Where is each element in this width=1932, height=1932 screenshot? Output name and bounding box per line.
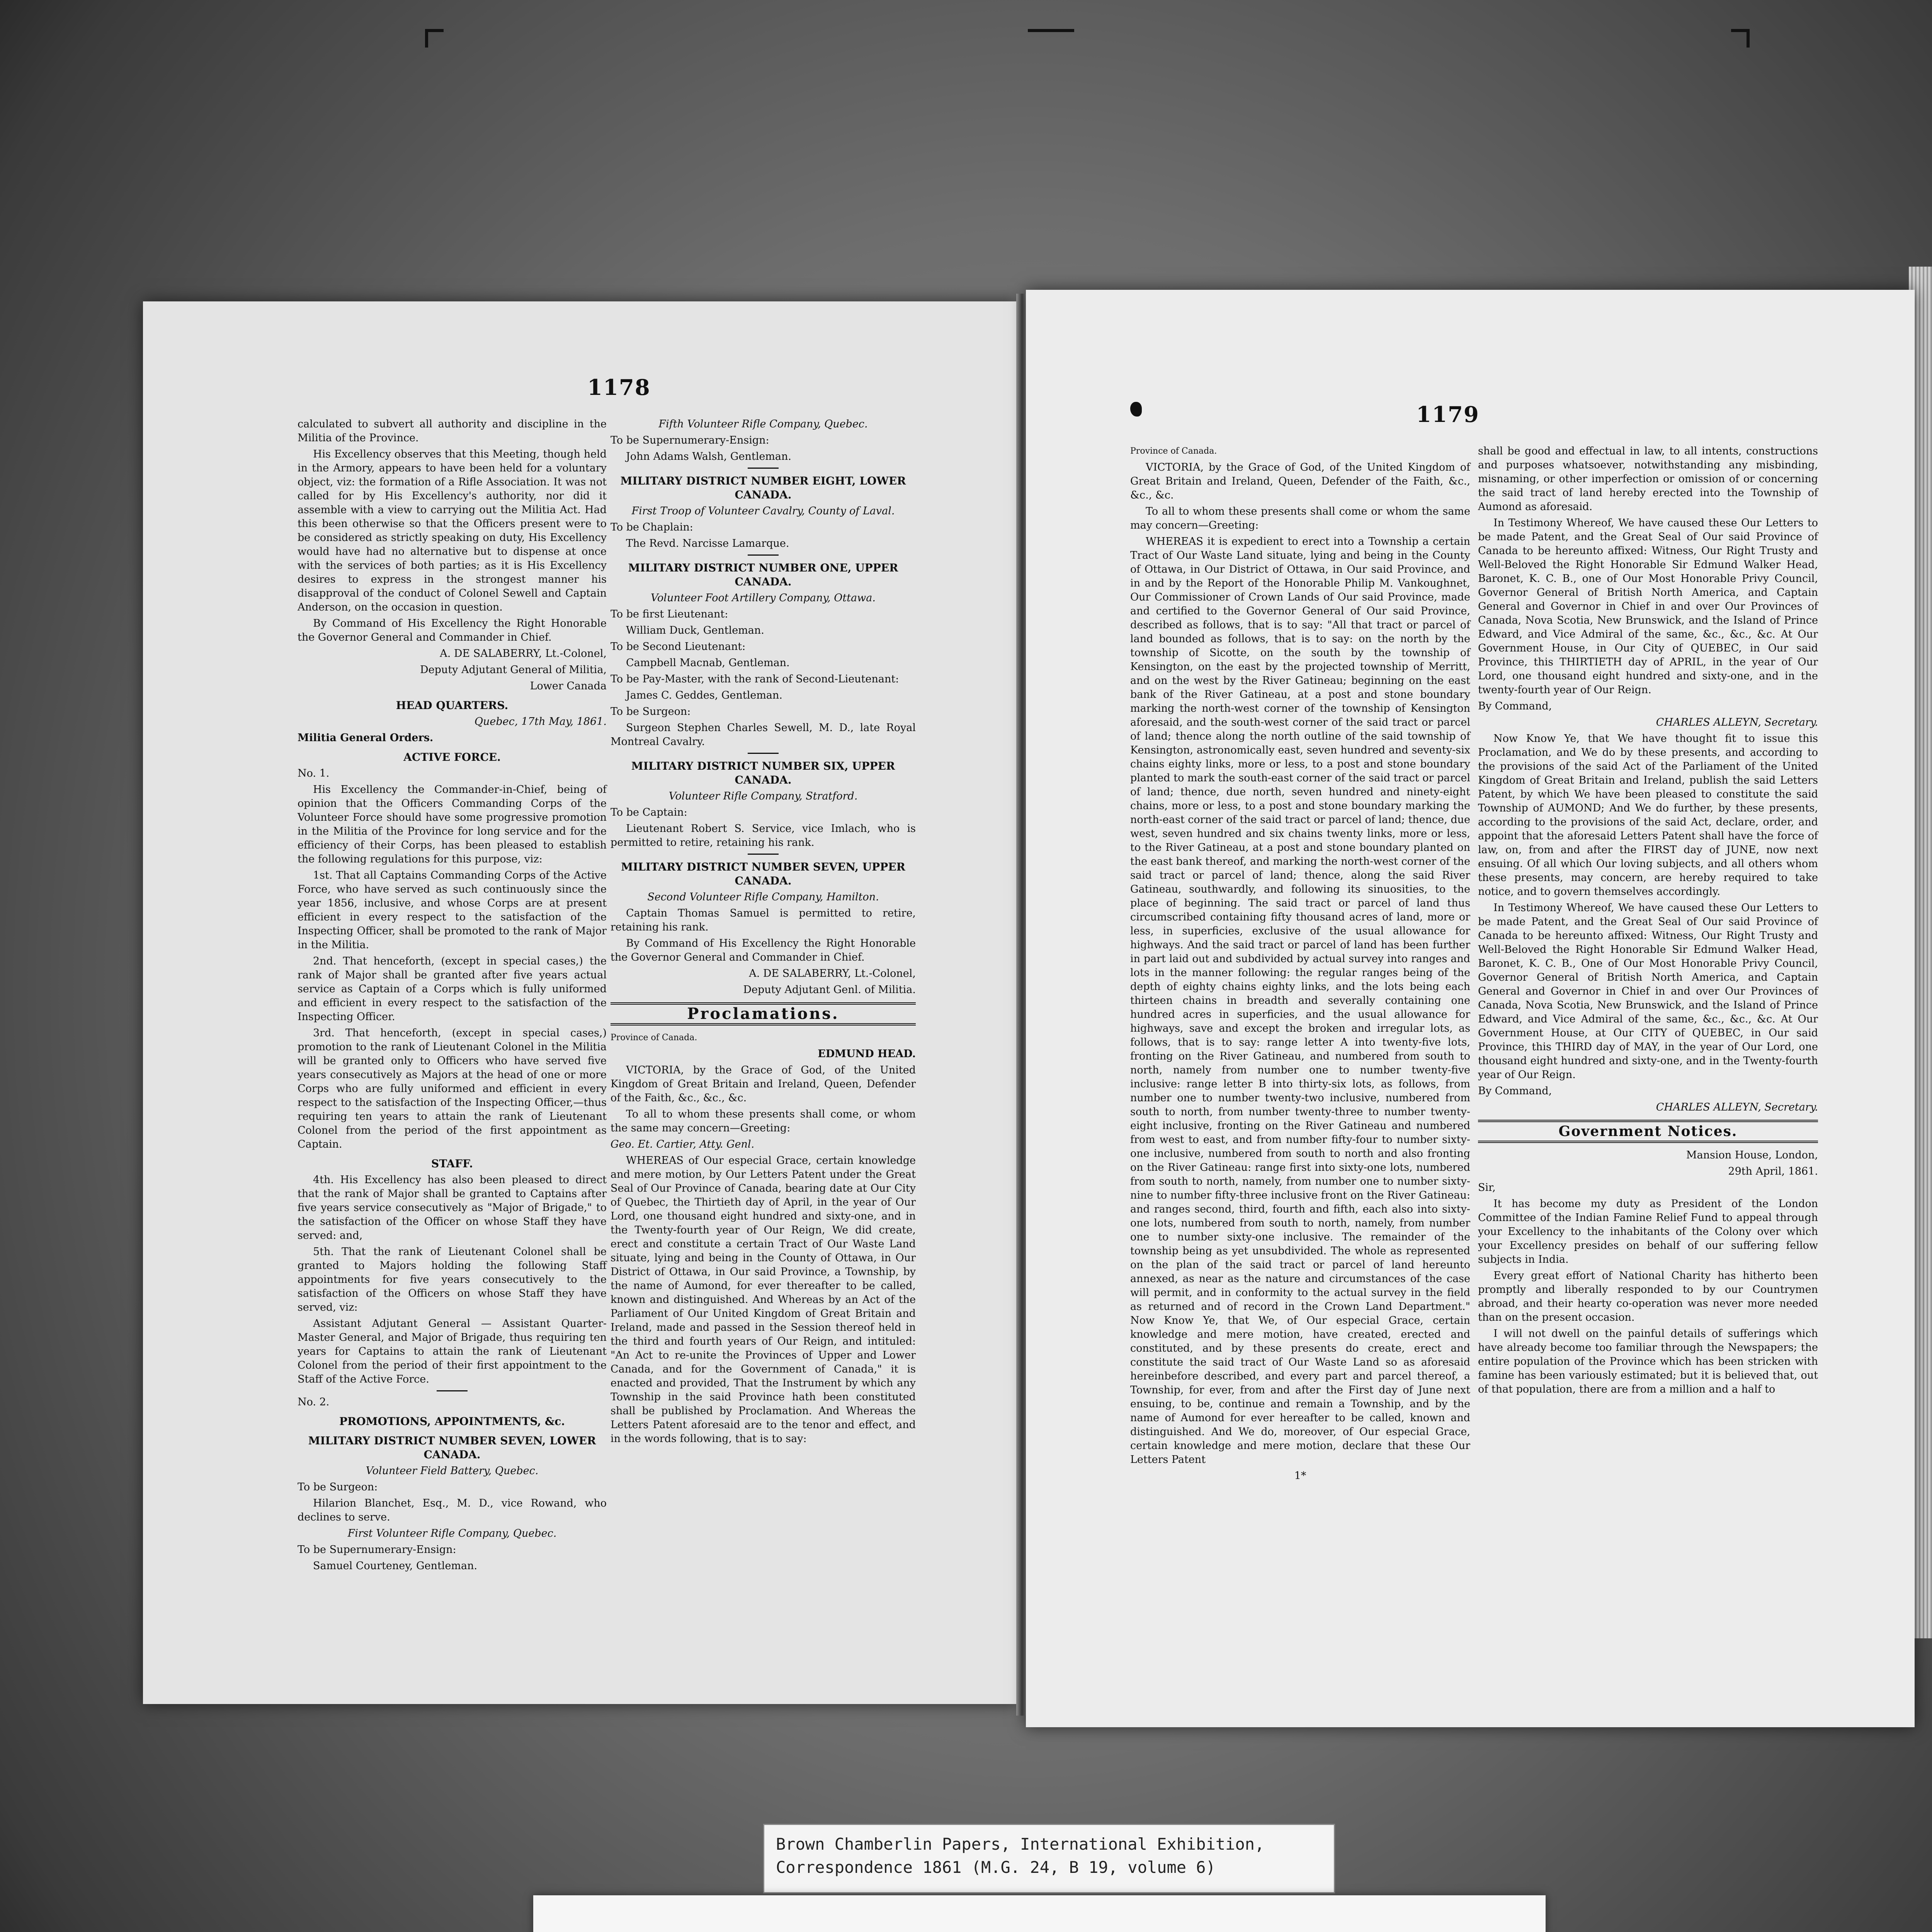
province-label: Province of Canada. xyxy=(1130,446,1217,456)
text-block: 5th. That the rank of Lieutenant Colonel shall be granted to Majors holding the following Staff appointments for five years consecutively to the satisfaction of the Officers on whose Staff they have served, viz: xyxy=(298,1246,607,1313)
text-block: James C. Geddes, Gentleman. xyxy=(626,689,782,701)
text-block: WHEREAS of Our especial Grace, certain knowledge and mere motion, by Our Letters Patent under the Great Seal of Our Province of Canada, bearing date at Our City of Quebec, the Thirtieth day of April, in the year of Our Lord, one thousand eight hundred and sixty-one, and in the Twenty-fourth year of Our Reign, We did create, erect and constitute a certain Tract of Our Waste Land situate, lying and being in the County of Ottawa, in Our District of Ottawa, in Our said Province, a Township, by the name of Aumond, for ever thereafter to be called, known and distinguished. And Whereas by an Act of the Parliament of Our United Kingdom of Great Britain and Ireland, made and passed in the Session thereof held in the third and fourth years of Our Reign, and intituled: "An Act to re-unite the Provinces of Upper and Lower Canada, and for the Government of Canada," it is enacted and provided, That the Instrument by which any Township in the said Province hath been constituted shall be published by Proclamation. And Whereas the Letters Patent aforesaid are to the tenor and effect, and in the words following, that is to say: xyxy=(611,1155,916,1445)
text-block: In Testimony Whereof, We have caused these Our Letters to be made Patent, and the Great Seal of Our said Province of Canada to be hereunto affixed: Witness, Our Right Trusty and Well-Beloved the Right Honorable Sir Edmund Walker Head, Baronet, K. C. B., one of Our Most Honorable Privy Council, Governor General of British North America, and Captain General and Governor in Chief in and over Our Provinces of Canada, Nova Scotia, New Brunswick, and the Island of Prince Edward, and Vice Admiral of the same, &c., &c., &c. At Our Government House, in Our City of QUEBEC, in Our said Province, this THIRTIETH day of APRIL, in the year of Our Lord, one thousand eight hundred and sixty-one, and in the twenty-fourth year of Our Reign. xyxy=(1478,517,1818,696)
text-block: I will not dwell on the painful details of sufferings which have already become too familiar through the Newspapers; the entire population of the Province which has been stricken with famine has been variously estimated; but it is believed that, out of that population, there are from a million and a half to xyxy=(1478,1328,1818,1395)
text-block: By Command of His Excellency the Right Honorable the Governor General and Commander in Chief. xyxy=(298,617,607,643)
text-block: It has become my duty as President of the London Committee of the Indian Famine Relief Fund to appeal through your Excellency to the inhabitants of the Colony over which your Excellency presides on behalf of our suffering fellow subjects in India. xyxy=(1478,1198,1818,1265)
signature-name: A. DE SALABERRY, Lt.-Colonel, xyxy=(749,968,916,980)
text-block: 3rd. That henceforth, (except in special cases,) promotion to the rank of Lieutenant Colonel in the Militia will be granted only to Officers who have served five years consecutively as Majors at the head of one or more Corps who are fully uniformed and efficient in every respect to the satisfaction of the Inspecting Officer,—thus requiring ten years to attain the rank of Lieutenant Colonel from the period of the first appointment as Captain. xyxy=(298,1027,607,1150)
divider xyxy=(748,753,779,754)
text-block: To be Chaplain: xyxy=(611,521,693,533)
unit-name: Fifth Volunteer Rifle Company, Quebec. xyxy=(658,418,868,430)
government-notices-heading: Government Notices. xyxy=(1478,1120,1818,1143)
text-block: To be Surgeon: xyxy=(298,1481,378,1493)
crop-mark-top-center xyxy=(1028,29,1074,32)
text-block: Hilarion Blanchet, Esq., M. D., vice Rowand, who declines to serve. xyxy=(298,1497,607,1523)
text-block: WHEREAS it is expedient to erect into a Township a certain Tract of Our Waste Land situate, lying and being in the County of Ottawa, in Our District of Ottawa, in Our said Province, and in and by the Report of the Honorable Philip M. Vankoughnet, Our Commissioner of Crown Lands of Our said Province, made and certified to the Governor General of Our said Province, described as follows, that is to say: "All that tract or parcel of land bounded as follows, that is to say: on the north by the township of Sicotte, on the south by the township of Kensington, on the east by the projected township of Merritt, and on the west by the River Gatineau; beginning on the east bank of the River Gatineau, at a post and stone boundary marking the north-west corner of the township of Kensington aforesaid, and the south-west corner of the said tract or parcel of land; thence along the north outline of the said township of Kensington, astronomically east, seven hundred and seventy-six chains eighty links, more or less, to a post and stone boundary planted to mark the south-east corner of the said tract or parcel of land; thence, due north, seven hundred and ninety-eight chains, more or less, to a post and stone boundary marking the north-east corner of the said tract or parcel of land; thence, due west, seven hundred and six chains twenty links, more or less, to the River Gatineau, at a post and stone boundary planted on the east bank thereof, and marking the north-west corner of the said tract or parcel of land; thence, along the said River Gatineau, southwardly, and following its sinuosities, to the place of beginning. The said tract or parcel of land thus circumscribed containing fifty thousand acres of land, more or less, in superficies, exclusive of the usual allowance for highways. And the said tract or parcel of land has been further in part laid out and subdivided by actual survey into ranges and lots in the manner following: the regular ranges being of the depth of eighty chains eighty links, and the lots being each thirteen chains in breadth and severally containing one hundred acres in superficies, and the usual allowance for highways, save and except the broken and irregular lots, as follows, that is to say: range letter A into twenty-five lots, fronting on the River Gatineau, and numbered from south to north, namely from number one to number twenty-five inclusive: range letter B into thirty-six lots, as follows, from number one to number twenty-two inclusive, numbered from south to north, from number twenty-three to number twenty-eight inclusive, fronting on the River Gatineau and numbered from west to east, and from number fifty-four to number sixty-one inclusive, numbered from south to north and also fronting on the River Gatineau: range first into sixty-one lots, numbered from south to north, namely, from number one to number sixty-nine to number fifty-three inclusive front on the River Gatineau: and ranges second, third, fourth and fifth, each also into sixty-one lots, numbered from south to north, namely, from number one to number sixty-one inclusive. The remainder of the township being as yet unsubdivided. The whole as represented on the plan of the said tract or parcel of land hereunto annexed, as near as the nature and circumstances of the case will permit, and in conformity to the actual survey in the field as returned and of record in the Crown Land Department." Now Know Ye, that We, of Our especial Grace, certain knowledge and mere motion, have created, erected and constituted, and by these presents do create, erect and constitute the said tract of Our Waste Land so as aforesaid hereinbefore described, and every part and parcel thereof, a Township, for ever, from and after the First day of June next ensuing, to be, continue and remain a Township, and by the name of Aumond for ever hereafter to be called, known and distinguished. And We do, moreover, of Our especial Grace, certain knowledge and mere motion, declare that these Our Letters Patent xyxy=(1130,536,1470,1466)
signature-name: CHARLES ALLEYN, Secretary. xyxy=(1656,1101,1818,1113)
archive-reference-label xyxy=(763,1824,1335,1893)
proclamations-heading: Proclamations. xyxy=(611,1002,916,1026)
text-block: Geo. Et. Cartier, Atty. Genl. xyxy=(611,1138,755,1150)
right-column-2 xyxy=(1478,444,1818,1399)
text-block: Surgeon Stephen Charles Sewell, M. D., late Royal Montreal Cavalry. xyxy=(611,722,916,748)
text-block: Samuel Courteney, Gentleman. xyxy=(313,1560,478,1572)
dateline: 29th April, 1861. xyxy=(1728,1165,1818,1177)
text-block: By Command, xyxy=(1478,1085,1552,1097)
order-number: No. 2. xyxy=(298,1396,330,1408)
section-heading: MILITARY DISTRICT NUMBER ONE, UPPER CANADA. xyxy=(628,561,898,588)
right-column-1 xyxy=(1130,444,1470,1485)
page-footer: 1* xyxy=(1294,1470,1306,1482)
text-block: The Revd. Narcisse Lamarque. xyxy=(626,537,789,549)
text-block: To be Second Lieutenant: xyxy=(611,641,746,653)
text-block: Sir, xyxy=(1478,1182,1496,1194)
text-block: shall be good and effectual in law, to all intents, constructions and purposes whatsoever, notwithstanding any misbinding, misnaming, or other imperfection or omission of or concerning the said tract of land hereby erected into the Township of Aumond as aforesaid. xyxy=(1478,445,1818,513)
left-page xyxy=(143,301,1018,1704)
text-block: 4th. His Excellency has also been pleased to direct that the rank of Major shall be granted to Captains after five years service consecutively as "Major of Brigade," to the satisfaction of the Officer on whose Staff they have served: and, xyxy=(298,1174,607,1242)
text-block: In Testimony Whereof, We have caused these Our Letters to be made Patent, and the Great Seal of Our said Province of Canada to be hereunto affixed: Witness, Our Right Trusty and Well-Beloved the Right Honorable Sir Edmund Walker Head, Baronet, K. C. B., One of Our Most Honorable Privy Council, Governor General of British North America, and Captain General and Governor in Chief in and over Our Provinces of Canada, Nova Scotia, New Brunswick, and the Island of Prince Edward, and Vice Admiral of the same, &c., &c., &c. At Our Government House, at Our CITY of QUEBEC, in Our said Province, this THIRD day of MAY, in the year of Our Lord, one thousand eight hundred and sixty-one, and in the Twenty-fourth year of Our Reign. xyxy=(1478,902,1818,1081)
text-block: By Command of His Excellency the Right Honorable the Governor General and Commander in Chief. xyxy=(611,937,916,963)
province-label: Province of Canada. xyxy=(611,1033,697,1043)
text-block: Campbell Macnab, Gentleman. xyxy=(626,657,790,669)
section-heading: ACTIVE FORCE. xyxy=(403,751,501,764)
section-heading: HEAD QUARTERS. xyxy=(396,699,509,712)
unit-name: Volunteer Rifle Company, Stratford. xyxy=(668,790,858,802)
archive-label-line: Brown Chamberlin Papers, International Exhibition, xyxy=(776,1835,1265,1854)
text-block: To all to whom these presents shall come or whom the same may concern—Greeting: xyxy=(1130,505,1470,531)
unit-name: Volunteer Foot Artillery Company, Ottawa. xyxy=(651,592,876,604)
text-block: Lieutenant Robert S. Service, vice Imlach, who is permitted to retire, retaining his rank. xyxy=(611,823,916,849)
signature-title: Deputy Adjutant General of Militia, xyxy=(420,664,607,676)
divider xyxy=(748,468,779,469)
text-block: To be Supernumerary-Ensign: xyxy=(298,1544,456,1556)
archive-label-line: Correspondence 1861 (M.G. 24, B 19, volume 6) xyxy=(776,1858,1216,1877)
left-column-1 xyxy=(298,417,607,1575)
text-block: Captain Thomas Samuel is permitted to retire, retaining his rank. xyxy=(611,907,916,933)
section-heading: MILITARY DISTRICT NUMBER SEVEN, UPPER CANADA. xyxy=(621,861,905,887)
unit-name: Volunteer Field Battery, Quebec. xyxy=(366,1465,539,1477)
text-block: Now Know Ye, that We have thought fit to issue this Proclamation, and We do by these presents, and according to the provisions of the said Act of the Parliament of the United Kingdom of Great Britain and Ireland, publish the said Letters Patent, by which We have been pleased to constitute the said Township of AUMOND; And We do further, by these presents, according to the provisions of the said Act, declare, order, and appoint that the aforesaid Letters Patent shall have the force of law, on, from and after the FIRST day of JUNE, now next ensuing. Of all which Our loving subjects, and all others whom these presents, may concern, are hereby required to take notice, and to govern themselves accordingly. xyxy=(1478,733,1818,898)
text-block: To be Captain: xyxy=(611,806,687,818)
unit-name: First Troop of Volunteer Cavalry, County of Laval. xyxy=(631,505,895,517)
text-block: 2nd. That henceforth, (except in special cases,) the rank of Major shall be granted after five years actual service as Captain of a Corps which is fully uniformed and efficient in every respect to the satisfaction of the Inspecting Officer. xyxy=(298,955,607,1023)
right-page-number: 1179 xyxy=(1416,402,1480,427)
unit-name: First Volunteer Rifle Company, Quebec. xyxy=(347,1527,557,1539)
text-block: Every great effort of National Charity has hitherto been promptly and liberally responded to by our Countrymen abroad, and their hearty co-operation was never more needed than on the present occasion. xyxy=(1478,1270,1818,1323)
text-block: To all to whom these presents shall come, or whom the same may concern—Greeting: xyxy=(611,1108,916,1134)
ink-blot xyxy=(1130,402,1142,417)
text-block: VICTORIA, by the Grace of God, of the United Kingdom of Great Britain and Ireland, Queen, Defender of the Faith, &c., &c., &c. xyxy=(1130,461,1470,501)
dateline: Quebec, 17th May, 1861. xyxy=(474,716,607,728)
section-heading: MILITARY DISTRICT NUMBER EIGHT, LOWER CANADA. xyxy=(620,474,906,501)
order-number: No. 1. xyxy=(298,767,330,779)
text-block: John Adams Walsh, Gentleman. xyxy=(626,451,791,463)
right-page xyxy=(1026,290,1915,1727)
text-block: His Excellency observes that this Meeting, though held in the Armory, appears to have been held for a voluntary object, viz: the formation of a Rifle Association. It was not called for by His Excellency's authority, nor did it assemble with a view to carrying out the Militia Act. Had this been otherwise so that the Officers present were to be considered as strictly speaking on duty, His Excellency would have had no alternative but to dispense at once with the services of both parties; as it is His Excellency desires to express in the strongest manner his disapproval of the conduct of Colonel Sewell and Captain Anderson, on the occasion in question. xyxy=(298,448,607,613)
archive-stamp xyxy=(533,1895,1546,1932)
text-block: His Excellency the Commander-in-Chief, being of opinion that the Officers Commanding Corps of the Volunteer Force should have some progressive promotion in the Militia of the Province for long service and for the efficiency of their Corps, has been pleased to establish the following regulations for this purpose, viz: xyxy=(298,784,607,865)
signature-title: Deputy Adjutant Genl. of Militia. xyxy=(743,984,916,996)
section-heading: PROMOTIONS, APPOINTMENTS, &c. xyxy=(339,1415,565,1428)
left-page-number: 1178 xyxy=(587,375,651,400)
section-heading: MILITARY DISTRICT NUMBER SIX, UPPER CANADA. xyxy=(631,760,895,786)
text-block: VICTORIA, by the Grace of God, of the United Kingdom of Great Britain and Ireland, Queen, Defender of the Faith, &c., &c., &c. xyxy=(611,1064,916,1104)
crop-mark-top-left xyxy=(425,29,444,48)
left-column-2 xyxy=(611,417,916,1448)
text-block: To be first Lieutenant: xyxy=(611,608,728,620)
divider xyxy=(437,1390,468,1391)
text-block: By Command, xyxy=(1478,700,1552,712)
signature-name: CHARLES ALLEYN, Secretary. xyxy=(1656,716,1818,728)
text-block: To be Supernumerary-Ensign: xyxy=(611,434,769,446)
text-block: 1st. That all Captains Commanding Corps of the Active Force, who have served as such continuously since the year 1856, inclusive, and whose Corps are at present efficient in every respect to the satisfaction of the Inspecting Officer, shall be promoted to the rank of Major in the Militia. xyxy=(298,869,607,951)
signature-title: Lower Canada xyxy=(530,680,607,692)
divider xyxy=(748,554,779,556)
text-block: Militia General Orders. xyxy=(298,732,434,744)
text-block: To be Pay-Master, with the rank of Second-Lieutenant: xyxy=(611,673,899,685)
text-block: William Duck, Gentleman. xyxy=(626,624,764,636)
divider xyxy=(748,854,779,855)
unit-name: Second Volunteer Rifle Company, Hamilton. xyxy=(647,891,879,903)
crop-mark-top-right xyxy=(1731,29,1750,48)
section-heading: STAFF. xyxy=(431,1157,473,1170)
signatory: EDMUND HEAD. xyxy=(818,1048,916,1060)
text-block: Mansion House, London, xyxy=(1686,1149,1818,1161)
text-block: Assistant Adjutant General — Assistant Quarter-Master General, and Major of Brigade, thus requiring ten years for Captains to attain the rank of Lieutenant Colonel from the period of their first appointment to the Staff of the Active Force. xyxy=(298,1318,607,1385)
signature-name: A. DE SALABERRY, Lt.-Colonel, xyxy=(440,648,607,660)
text-block: calculated to subvert all authority and discipline in the Militia of the Province. xyxy=(298,418,607,444)
section-heading: MILITARY DISTRICT NUMBER SEVEN, LOWER CANADA. xyxy=(308,1434,596,1461)
text-block: To be Surgeon: xyxy=(611,706,691,718)
